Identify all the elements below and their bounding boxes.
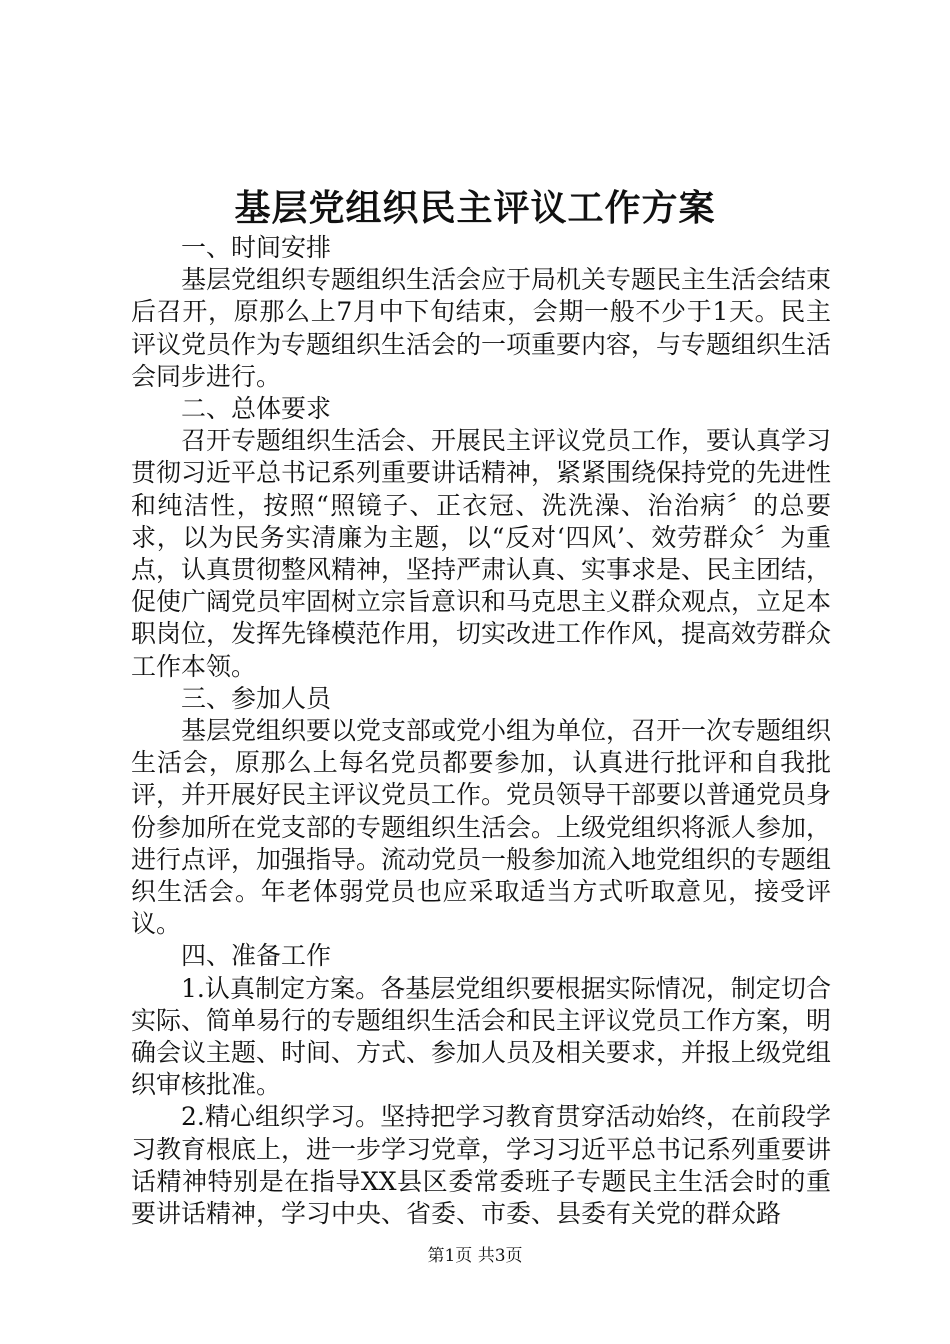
body-paragraph: 基层党组织要以党支部或党小组为单位，召开一次专题组织生活会，原那么上每名党员都要参加，认真进行批评和自我批评，并开展好民主评议党员工作。党员领导干部要以普通党员身份参加所在党支部的专题组织生活会。上级党组织将派人参加，进行点评，加强指导。流动党员一般参加流入地党组织的专题组织生活会。年老体弱党员也应采取适当方式听取意见，接受评议。 (131, 716, 832, 939)
section-heading: 三、参加人员 (181, 683, 332, 713)
document-title: 基层党组织民主评议工作方案 (234, 187, 716, 229)
body-paragraph: 2.精心组织学习。坚持把学习教育贯穿活动始终，在前段学习教育根底上，进一步学习党章，学习习近平总书记系列重要讲话精神特别是在指导XX县区委常委班子专题民主生活会时的重要讲话精神，学习中央、省委、市委、县委有关党的群众路 (131, 1102, 832, 1229)
section-heading: 二、总体要求 (181, 394, 332, 424)
body-paragraph: 基层党组织专题组织生活会应于局机关专题民主生活会结束后召开，原那么上7月中下旬结束，会期一般不少于1天。民主评议党员作为专题组织生活会的一项重要内容，与专题组织生活会同步进行。 (131, 265, 832, 391)
section-heading: 四、准备工作 (181, 941, 332, 971)
body-paragraph: 1.认真制定方案。各基层党组织要根据实际情况，制定切合实际、简单易行的专题组织生活会和民主评议党员工作方案，明确会议主题、时间、方式、参加人员及相关要求，并报上级党组织审核批准。 (131, 973, 832, 1100)
page-number-footer: 第1页 共3页 (427, 1246, 523, 1266)
document-body (131, 232, 831, 1230)
section-heading: 一、时间安排 (181, 233, 332, 262)
body-paragraph: 召开专题组织生活会、开展民主评议党员工作，要认真学习贯彻习近平总书记系列重要讲话精神，紧紧围绕保持党的先进性和纯洁性，按照“照镜子、正衣冠、洗洗澡、治治病〞的总要求，以为民务实清廉为主题，以“反对‘四风’、效劳群众〞为重点，认真贯彻整风精神，坚持严肃认真、实事求是、民主团结，促使广阔党员牢固树立宗旨意识和马克思主义群众观点，立足本职岗位，发挥先锋模范作用，切实改进工作作风，提高效劳群众工作本领。 (131, 426, 832, 681)
